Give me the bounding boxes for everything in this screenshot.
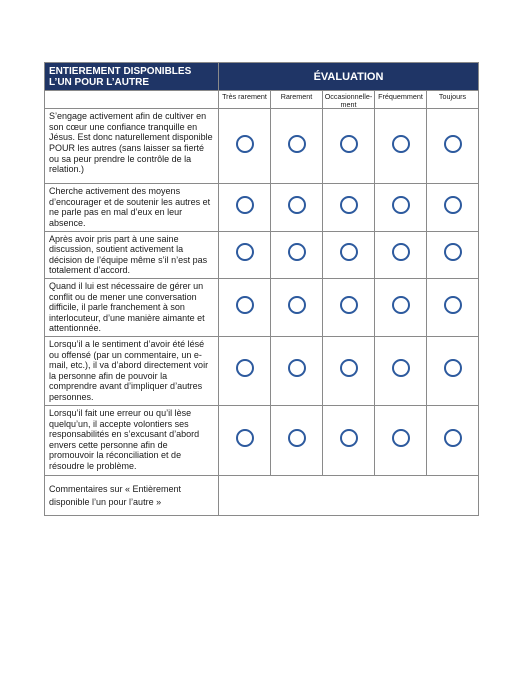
rating-cell	[427, 231, 479, 278]
rating-cell	[219, 109, 271, 184]
statement-2: Cherche activement des moyens d’encourager et de soutenir les autres et ne parle pas en mal d’eux en leur absence.	[45, 184, 219, 231]
rating-cell	[375, 231, 427, 278]
radio-occasionnellement[interactable]	[340, 243, 358, 261]
radio-toujours[interactable]	[444, 296, 462, 314]
radio-toujours[interactable]	[444, 135, 462, 153]
rating-cell	[323, 405, 375, 475]
rating-cell	[427, 109, 479, 184]
rating-cell	[219, 184, 271, 231]
rating-cell	[323, 336, 375, 405]
radio-frequemment[interactable]	[392, 196, 410, 214]
rating-cell	[375, 278, 427, 336]
radio-rarement[interactable]	[288, 196, 306, 214]
radio-frequemment[interactable]	[392, 243, 410, 261]
radio-tres-rarement[interactable]	[236, 359, 254, 377]
rating-cell	[427, 405, 479, 475]
radio-tres-rarement[interactable]	[236, 429, 254, 447]
scale-label-frequemment: Fréquemment	[375, 91, 427, 109]
rating-cell	[271, 231, 323, 278]
evaluation-table	[44, 62, 479, 516]
rating-cell	[219, 278, 271, 336]
radio-tres-rarement[interactable]	[236, 196, 254, 214]
radio-frequemment[interactable]	[392, 135, 410, 153]
radio-rarement[interactable]	[288, 429, 306, 447]
radio-tres-rarement[interactable]	[236, 296, 254, 314]
rating-cell	[323, 231, 375, 278]
rating-cell	[323, 109, 375, 184]
statement-1: S’engage activement afin de cultiver en son cœur une confiance tranquille en Jésus. Est donc naturellement disponible POUR les autres (sans laisser sa fierté ou sa peur prendre le contrôle de la relation.)	[45, 109, 219, 184]
rating-cell	[271, 405, 323, 475]
statement-3: Après avoir pris part à une saine discussion, soutient activement la décision de l’équipe même s’il n’est pas totalement d’accord.	[45, 231, 219, 278]
rating-cell	[375, 184, 427, 231]
radio-occasionnellement[interactable]	[340, 296, 358, 314]
scale-label-rarement: Rarement	[271, 91, 323, 109]
table-row	[45, 278, 479, 336]
rating-cell	[219, 405, 271, 475]
radio-rarement[interactable]	[288, 243, 306, 261]
radio-frequemment[interactable]	[392, 296, 410, 314]
comments-label: Commentaires sur « Entièrement disponible l’un pour l’autre »	[45, 475, 219, 515]
rating-cell	[219, 336, 271, 405]
radio-toujours[interactable]	[444, 243, 462, 261]
radio-rarement[interactable]	[288, 135, 306, 153]
empty-header-cell	[45, 91, 219, 109]
radio-rarement[interactable]	[288, 359, 306, 377]
radio-frequemment[interactable]	[392, 429, 410, 447]
radio-toujours[interactable]	[444, 429, 462, 447]
rating-cell	[375, 405, 427, 475]
table-row	[45, 231, 479, 278]
radio-toujours[interactable]	[444, 196, 462, 214]
scale-label-toujours: Toujours	[427, 91, 479, 109]
radio-occasionnellement[interactable]	[340, 135, 358, 153]
rating-cell	[271, 278, 323, 336]
table-row	[45, 336, 479, 405]
scale-label-occasionnellement: Occasionnelle-ment	[323, 91, 375, 109]
rating-cell	[323, 184, 375, 231]
radio-toujours[interactable]	[444, 359, 462, 377]
section-title: ENTIEREMENT DISPONIBLES L’UN POUR L’AUTRE	[45, 63, 219, 91]
rating-cell	[375, 336, 427, 405]
radio-tres-rarement[interactable]	[236, 243, 254, 261]
table-row	[45, 405, 479, 475]
radio-occasionnellement[interactable]	[340, 359, 358, 377]
rating-cell	[271, 109, 323, 184]
comments-row	[45, 475, 479, 515]
rating-cell	[427, 278, 479, 336]
radio-frequemment[interactable]	[392, 359, 410, 377]
scale-label-tres-rarement: Très rarement	[219, 91, 271, 109]
radio-tres-rarement[interactable]	[236, 135, 254, 153]
radio-occasionnellement[interactable]	[340, 196, 358, 214]
statement-6: Lorsqu’il fait une erreur ou qu’il lèse quelqu’un, il accepte volontiers ses responsabilités en s’excusant d’abord envers cette personne afin de promouvoir la réconciliation et de résoudre le problème.	[45, 405, 219, 475]
rating-cell	[427, 184, 479, 231]
radio-rarement[interactable]	[288, 296, 306, 314]
radio-occasionnellement[interactable]	[340, 429, 358, 447]
rating-cell	[427, 336, 479, 405]
comments-field[interactable]	[219, 475, 479, 515]
evaluation-header: ÉVALUATION	[219, 63, 479, 91]
rating-cell	[375, 109, 427, 184]
statement-4: Quand il lui est nécessaire de gérer un conflit ou de mener une conversation difficile, il parle franchement à son interlocuteur, d’une manière aimante et attentionnée.	[45, 278, 219, 336]
rating-cell	[219, 231, 271, 278]
rating-cell	[271, 184, 323, 231]
rating-cell	[271, 336, 323, 405]
table-row	[45, 109, 479, 184]
statement-5: Lorsqu’il a le sentiment d’avoir été lésé ou offensé (par un commentaire, un e-mail, etc.), il va d’abord directement voir la personne afin de pouvoir la comprendre avant d’impliquer d’autres personnes.	[45, 336, 219, 405]
table-row	[45, 184, 479, 231]
rating-cell	[323, 278, 375, 336]
